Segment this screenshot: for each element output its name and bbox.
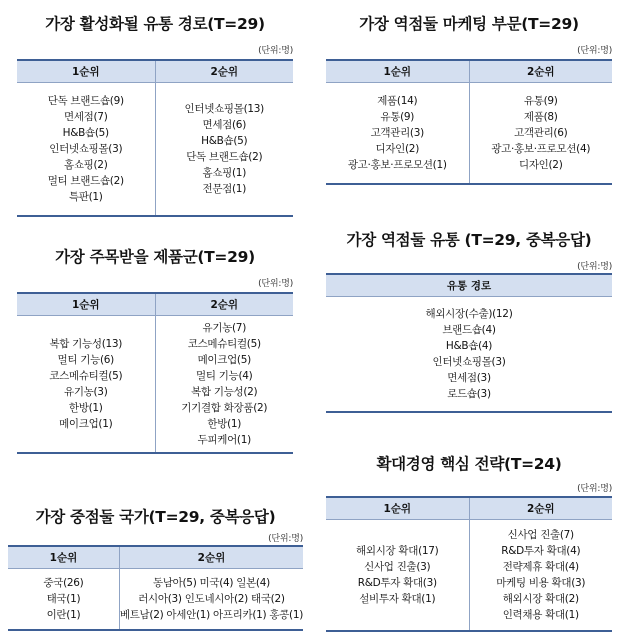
list-item: 단독 브랜드숍(9) bbox=[47, 95, 124, 107]
table-cell bbox=[17, 83, 155, 217]
list-item: 베트남(2) 아세안(1) 아프리카(1) 홍콩(1) bbox=[119, 609, 303, 621]
panel-title: 가장 활성화될 유통 경로(T=29) bbox=[45, 15, 265, 33]
list-item: 신사업 진출(7) bbox=[507, 529, 574, 541]
list-item: 복합 기능성(2) bbox=[191, 386, 258, 398]
list-item: 설비투자 확대(1) bbox=[359, 593, 436, 605]
list-item: 태국(1) bbox=[46, 593, 81, 605]
table-cell bbox=[155, 316, 293, 454]
data-table bbox=[326, 273, 612, 413]
list-item: 디자인(2) bbox=[518, 159, 563, 171]
column-header: 1순위 bbox=[8, 546, 119, 569]
data-table bbox=[17, 59, 293, 217]
table-cell bbox=[17, 316, 155, 454]
list-item: 유통(9) bbox=[380, 111, 415, 123]
panel-title: 가장 역점둘 유통 (T=29, 중복응답) bbox=[346, 231, 592, 249]
list-item: H&B숍(5) bbox=[201, 135, 248, 147]
table-cell bbox=[326, 520, 469, 632]
list-item: 중국(26) bbox=[43, 577, 84, 589]
list-item: 유기농(3) bbox=[63, 386, 108, 398]
list-item: 한방(1) bbox=[207, 418, 242, 430]
item-list bbox=[326, 306, 612, 402]
list-item: 광고·홍보·프로모션(4) bbox=[491, 143, 591, 155]
panel-expansion-strategy bbox=[326, 452, 612, 632]
list-item: 해외시장 확대(17) bbox=[356, 545, 439, 557]
list-item: 유통(9) bbox=[523, 95, 558, 107]
item-list bbox=[17, 93, 155, 205]
list-item: 마케팅 비용 확대(3) bbox=[496, 577, 586, 589]
list-item: 제품(8) bbox=[523, 111, 558, 123]
table-cell bbox=[119, 569, 303, 631]
unit-label: (단위:명) bbox=[577, 484, 612, 494]
list-item: 러시아(3) 인도네시아(2) 태국(2) bbox=[138, 593, 285, 605]
list-item: 유기농(7) bbox=[202, 322, 246, 334]
column-header: 2순위 bbox=[119, 546, 303, 569]
column-header: 1순위 bbox=[326, 497, 469, 520]
list-item: 면세점(7) bbox=[63, 111, 108, 123]
list-item: 멀티 기능(4) bbox=[196, 370, 253, 382]
list-item: 해외시장 확대(2) bbox=[502, 593, 579, 605]
table-cell bbox=[469, 520, 612, 632]
list-item: 전문점(1) bbox=[202, 183, 246, 195]
list-item: 멀티 브랜드숍(2) bbox=[47, 175, 124, 187]
list-item: 인력채용 확대(1) bbox=[502, 609, 579, 621]
table-cell bbox=[326, 297, 612, 413]
data-table bbox=[326, 59, 612, 185]
panel-priority-countries bbox=[8, 505, 303, 635]
list-item: R&D투자 확대(4) bbox=[501, 545, 581, 557]
table-cell bbox=[326, 83, 469, 185]
column-header: 2순위 bbox=[469, 497, 612, 520]
list-item: 동남아(5) 미국(4) 일본(4) bbox=[152, 577, 270, 589]
column-header: 1순위 bbox=[17, 293, 155, 316]
item-list bbox=[470, 93, 613, 173]
item-list bbox=[326, 543, 469, 607]
column-header: 2순위 bbox=[155, 293, 293, 316]
unit-label: (단위:명) bbox=[258, 279, 293, 289]
column-header: 1순위 bbox=[17, 60, 155, 83]
list-item: 멀티 기능(6) bbox=[57, 354, 114, 366]
list-item: 이란(1) bbox=[46, 609, 81, 621]
list-item: 기기결합 화장품(2) bbox=[181, 402, 268, 414]
list-item: 면세점(3) bbox=[447, 372, 491, 384]
panel-priority-distribution bbox=[326, 228, 612, 413]
table-cell bbox=[155, 83, 293, 217]
list-item: 인터넷쇼핑몰(3) bbox=[49, 143, 123, 155]
list-item: 인터넷쇼핑몰(3) bbox=[432, 356, 506, 368]
list-item: 해외시장(수출)(12) bbox=[425, 308, 513, 320]
list-item: 복합 기능성(13) bbox=[49, 338, 123, 350]
data-table bbox=[8, 545, 303, 631]
column-header: 1순위 bbox=[326, 60, 469, 83]
list-item: H&B숍(5) bbox=[62, 127, 109, 139]
panel-product-groups bbox=[17, 245, 293, 455]
list-item: 브랜드숍(4) bbox=[442, 324, 496, 336]
list-item: 단독 브랜드숍(2) bbox=[186, 151, 263, 163]
unit-label: (단위:명) bbox=[268, 534, 303, 544]
item-list bbox=[326, 93, 469, 173]
list-item: 두피케어(1) bbox=[197, 434, 251, 446]
item-list bbox=[17, 336, 155, 432]
item-list bbox=[470, 527, 613, 623]
list-item: 코스메슈티컬(5) bbox=[187, 338, 261, 350]
list-item: 홈쇼핑(1) bbox=[202, 167, 246, 179]
column-header: 2순위 bbox=[155, 60, 293, 83]
column-header: 2순위 bbox=[469, 60, 612, 83]
list-item: 제품(14) bbox=[377, 95, 418, 107]
unit-label: (단위:명) bbox=[258, 46, 293, 56]
list-item: 로드숍(3) bbox=[447, 388, 491, 400]
item-list bbox=[8, 575, 119, 623]
list-item: 코스메슈티컬(5) bbox=[49, 370, 123, 382]
panel-title: 확대경영 핵심 전략(T=24) bbox=[376, 455, 562, 473]
data-table bbox=[17, 292, 293, 454]
list-item: 디자인(2) bbox=[375, 143, 419, 155]
list-item: 홈쇼핑(2) bbox=[63, 159, 108, 171]
list-item: 메이크업(1) bbox=[59, 418, 113, 430]
panel-title: 가장 역점둘 마케팅 부문(T=29) bbox=[359, 15, 579, 33]
list-item: H&B숍(4) bbox=[445, 340, 493, 352]
table-cell bbox=[8, 569, 119, 631]
list-item: 신사업 진출(3) bbox=[364, 561, 431, 573]
panel-marketing-focus bbox=[326, 12, 612, 192]
list-item: 고객관리(6) bbox=[514, 127, 568, 139]
list-item: 전략제휴 확대(4) bbox=[502, 561, 579, 573]
item-list bbox=[156, 101, 294, 197]
list-item: 광고·홍보·프로모션(1) bbox=[347, 159, 447, 171]
list-item: 인터넷쇼핑몰(13) bbox=[184, 103, 264, 115]
list-item: R&D투자 확대(3) bbox=[357, 577, 437, 589]
item-list bbox=[156, 320, 294, 448]
list-item: 면세점(6) bbox=[202, 119, 246, 131]
list-item: 특판(1) bbox=[68, 191, 103, 203]
panel-title: 가장 주목받을 제품군(T=29) bbox=[55, 248, 255, 266]
table-cell bbox=[469, 83, 612, 185]
unit-label: (단위:명) bbox=[577, 46, 612, 56]
list-item: 메이크업(5) bbox=[197, 354, 251, 366]
panel-distribution-channels bbox=[17, 12, 293, 218]
unit-label: (단위:명) bbox=[577, 262, 612, 272]
column-header: 유통 경로 bbox=[326, 274, 612, 297]
list-item: 한방(1) bbox=[68, 402, 103, 414]
list-item: 고객관리(3) bbox=[370, 127, 424, 139]
panel-title: 가장 중점둘 국가(T=29, 중복응답) bbox=[35, 508, 276, 526]
data-table bbox=[326, 496, 612, 632]
item-list bbox=[120, 575, 303, 623]
